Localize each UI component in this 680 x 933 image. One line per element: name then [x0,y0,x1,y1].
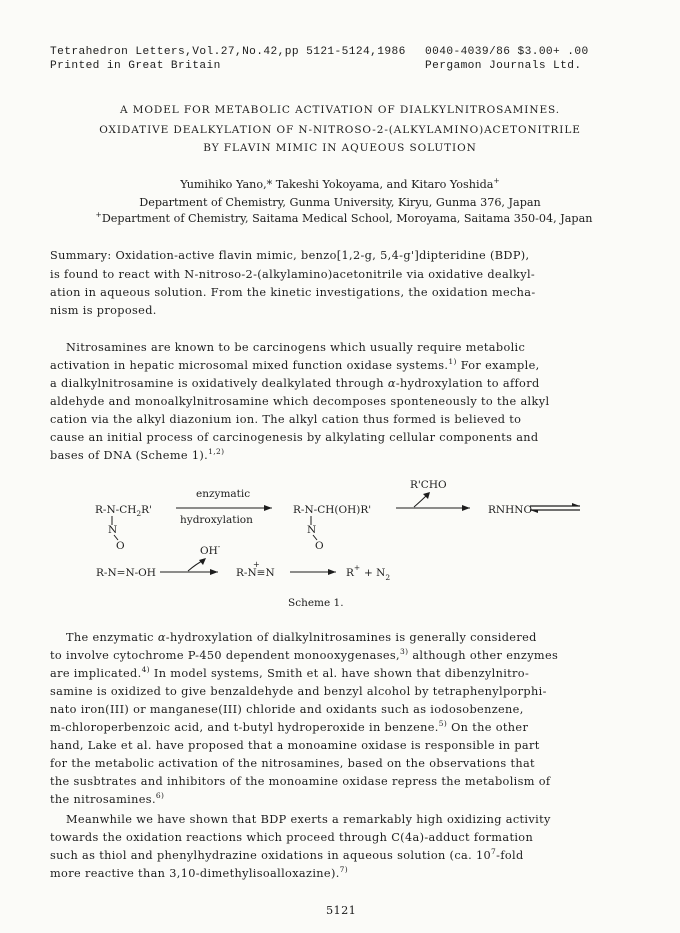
arrow-label-hydroxylation: hydroxylation [180,514,253,526]
citation-ref: 4) [141,665,150,674]
citation-ref: 7) [339,865,349,874]
diazonium-ion: R-N≡N [236,567,275,579]
journal-citation: Tetrahedron Letters,Vol.27,No.42,pp 5121-5124,1986 [50,46,406,58]
para3-line-2: towards the oxidation reactions which proceed through C(4a)-adduct formation [50,831,534,844]
para1-line-1: Nitrosamines are known to be carcinogens which usually require metabolic [66,341,526,354]
para2-line-5: nato iron(III) or manganese(III) chloride and oxidants such as iodosobenzene, [50,703,524,716]
para2-line-10: the nitrosamines.$^{6)}$ [50,791,165,806]
summary-line-2: is found to react with N-nitroso-2-(alkylamino)acetonitrile via oxidative dealkyl- [50,268,536,281]
nitrogen-product: + $N_2$ [364,567,391,582]
citation-ref: 1,2) [208,447,225,456]
para2-line-8: for the metabolic activation of the nitrosamines, based on the observations that [50,757,535,770]
publisher: Pergamon Journals Ltd. [425,60,582,72]
affiliation-2-text: Department of Chemistry, Saitama Medical School, Moroyama, Saitama 350-04, Japan [101,212,593,225]
alpha-hydroxy-intermediate: R-N-CH(OH)R' [293,504,372,516]
citation-ref: 1) [448,357,457,366]
intermediate-nitroso-o: O [315,540,324,552]
para3-line-4: more reactive than 3,10-dimethylisoalloxazine).$^{7)}$ [50,865,349,880]
nitrosamine-start: $R-N-CH_2R'$ [95,504,152,518]
para3-line-3: such as thiol and phenylhydrazine oxidations in aqueous solution (ca. $10^7$-fold [50,847,524,862]
para1-line-5: cation via the alkyl diazonium ion. The alkyl cation thus formed is believed to [50,413,522,426]
intermediate-nitroso-n: N [307,524,317,536]
aldehyde-byproduct: R'CHO [410,479,447,491]
monoalkylnitrosamine: RNHNO [488,504,533,516]
paper-title-line-3: BY FLAVIN MIMIC IN AQUEOUS SOLUTION [203,142,477,154]
para2-line-9: the susbtrates and inhibitors of the monoamine oxidase repress the metabolism of [50,775,551,788]
summary-line-1: Summary: Oxidation-active flavin mimic, benzo[1,2-g, 5,4-g']dipteridine (BDP), [50,249,530,262]
arrow-label-enzymatic: enzymatic [196,488,251,500]
exponent: 7 [491,847,497,856]
summary-line-4: nism is proposed. [50,304,157,317]
para2-line-2: to involve cytochrome P-450 dependent monooxygenases,$^{3)}$ although other enzymes [50,647,559,662]
author-names: Yumihiko Yano,* Takeshi Yokoyama, and Kitaro Yoshida [180,178,494,191]
para2-line-1: The enzymatic α-hydroxylation of dialkylnitrosamines is generally considered [66,631,537,644]
affiliation-1: Department of Chemistry, Gunma University, Kiryu, Gunma 376, Japan [139,196,541,209]
summary-line-3: ation in aqueous solution. From the kinetic investigations, the oxidation mecha- [50,286,536,299]
paper-title-line-2: OXIDATIVE DEALKYLATION OF N-NITROSO-2-(ALKYLAMINO)ACETONITRILE [99,124,581,136]
nitroso-n: N [108,524,118,536]
scheme-1-diagram [0,470,680,620]
para2-line-6: m-chloroperbenzoic acid, and t-butyl hydroperoxide in benzene.$^{5)}$ On the other [50,719,529,734]
citation-ref: 3) [400,647,409,656]
para1-line-4: aldehyde and monoalkylnitrosamine which decomposes sponteneously to the alkyl [50,395,550,408]
author-dagger: + [493,176,500,185]
price-code: 0040-4039/86 $3.00+ .00 [425,46,589,58]
nitroso-o: O [116,540,125,552]
para2-line-3: are implicated.$^{4)}$ In model systems, Smith et al. have shown that dibenzylnitro- [50,665,530,680]
scheme-caption: Scheme 1. [288,597,344,609]
alpha-symbol: α [387,377,396,390]
paper-title-line-1: A MODEL FOR METABOLIC ACTIVATION OF DIALKYLNITROSAMINES. [120,104,560,116]
para1-line-6: cause an initial process of carcinogenesis by alkylating cellular components and [50,431,539,444]
citation-ref: 6) [155,791,165,800]
citation-ref: 5) [438,719,448,728]
diazonium-charge: + [253,560,260,569]
page-number: 5121 [326,904,357,917]
para1-line-2: activation in hepatic microsomal mixed function oxidase systems.$^{1)}$ For example, [50,357,540,372]
affiliation-2 [0,212,680,225]
alkyl-cation: R+ [346,563,361,579]
alpha-symbol: α [157,631,166,644]
affiliation-dagger: + [95,210,102,219]
diazohydroxide: R-N=N-OH [96,567,156,579]
para2-line-7: hand, Lake et al. have proposed that a monoamine oxidase is responsible in part [50,739,540,752]
para2-line-4: samine is oxidized to give benzaldehyde and benzyl alcohol by tetraphenylporphi- [50,685,547,698]
printed-location: Printed in Great Britain [50,60,221,72]
para1-line-3: a dialkylnitrosamine is oxidatively dealkylated through α-hydroxylation to afford [50,377,540,390]
hydroxide-label: OH- [200,542,221,557]
para1-line-7: bases of DNA (Scheme 1).$^{1,2)}$ [50,447,225,462]
author-list [0,178,680,191]
para3-line-1: Meanwhile we have shown that BDP exerts a remarkably high oxidizing activity [66,813,551,826]
